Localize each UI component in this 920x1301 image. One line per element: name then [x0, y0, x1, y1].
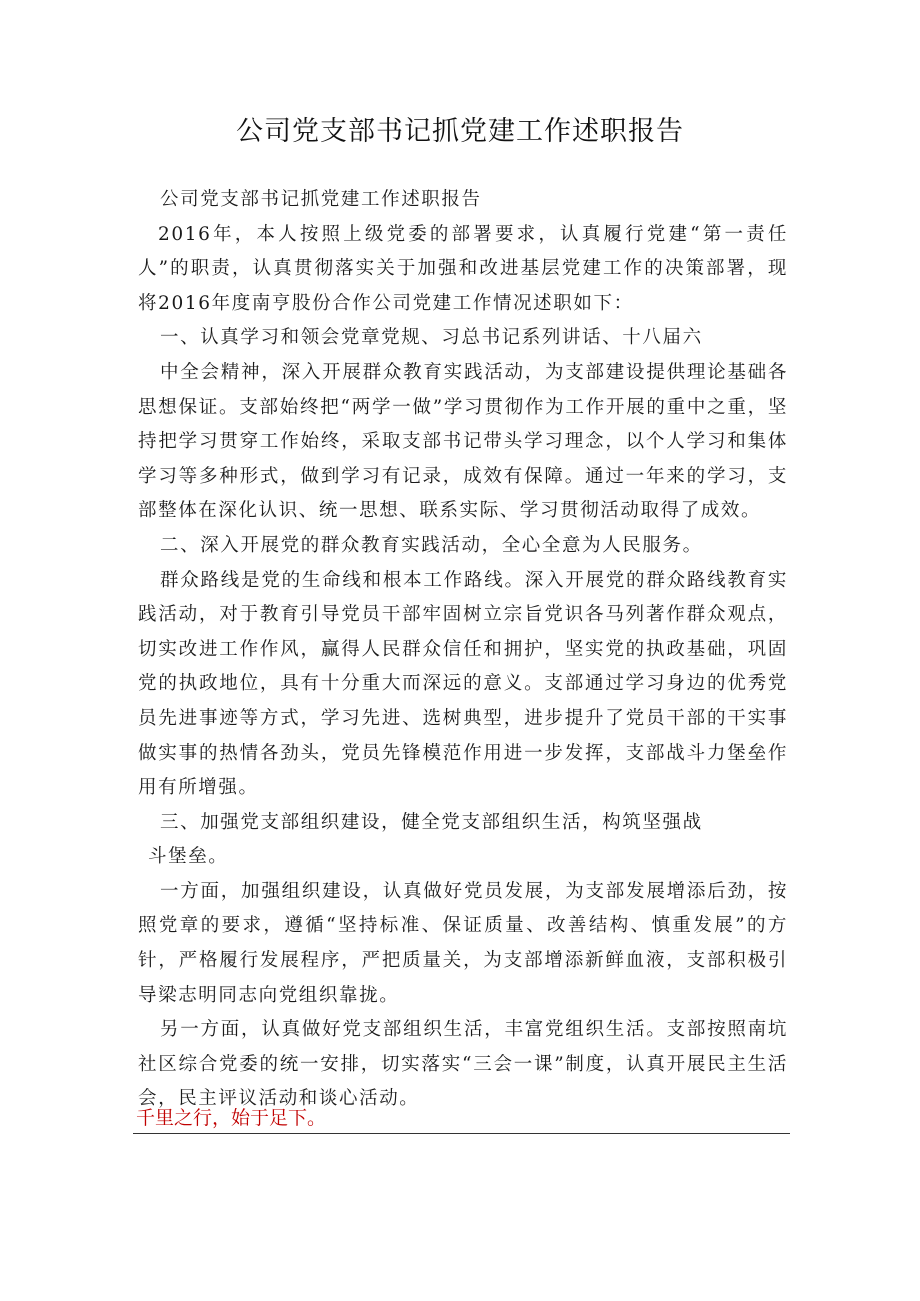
- heading-section-2: 二、深入开展党的群众教育实践活动，全心全意为人民服务。: [160, 534, 703, 556]
- paragraph-section-3b: 另一方面，认真做好党支部组织生活，丰富党组织生活。支部按照南坑社区综合党委的统一安排，切实落实“三会一课”制度，认真开展民主生活会，民主评议活动和谈心活动。: [138, 1019, 788, 1110]
- paragraph-subtitle: 公司党支部书记抓党建工作述职报告: [160, 189, 482, 210]
- document-body: [138, 183, 788, 1117]
- footer-note: 千里之行，始于足下。: [136, 1107, 327, 1129]
- footer-divider: [133, 1133, 790, 1134]
- paragraph-section-3a: 一方面，加强组织建设，认真做好党员发展，为支部发展增添后劲，按照党章的要求，遵循“坚持标准、保证质量、改善结构、慎重发展”的方针，严格履行发展程序，严把质量关，为支部增添新鲜血液，支部积极引导梁志明同志向党组织靠拢。: [138, 880, 788, 1006]
- heading-section-3-cont: 斗堡垒。: [148, 846, 229, 868]
- paragraph-section-2: 群众路线是党的生命线和根本工作路线。深入开展党的群众路线教育实践活动，对于教育引导党员干部牢固树立宗旨党识各马列著作群众观点，切实改进工作作风，赢得人民群众信任和拥护，坚实党的执政基础，巩固党的执政地位，具有十分重大而深远的意义。支部通过学习身边的优秀党员先进事迹等方式，学习先进、选树典型，进步提升了党员干部的干实事做实事的热情各劲头，党员先锋模范作用进一步发挥，支部战斗力堡垒作用有所增强。: [138, 569, 788, 799]
- paragraph-intro: 2016年，本人按照上级党委的部署要求，认真履行党建“第一责任人”的职责，认真贯彻落实关于加强和改进基层党建工作的决策部署，现将2016年度南亨股份合作公司党建工作情况述职如下：: [138, 223, 788, 314]
- heading-section-3: 三、加强党支部组织建设，健全党支部组织生活，构筑坚强战: [160, 811, 703, 833]
- heading-section-1: 一、认真学习和领会党章党规、习总书记系列讲话、十八届六: [160, 327, 703, 349]
- document-title: 公司党支部书记抓党建工作述职报告: [236, 116, 684, 147]
- paragraph-section-1: 中全会精神，深入开展群众教育实践活动，为支部建设提供理论基础各思想保证。支部始终把“两学一做”学习贯彻作为工作开展的重中之重，坚持把学习贯穿工作始终，采取支部书记带头学习理念，以个人学习和集体学习等多种形式，做到学习有记录，成效有保障。通过一年来的学习，支部整体在深化认识、统一思想、联系实际、学习贯彻活动取得了成效。: [138, 361, 788, 522]
